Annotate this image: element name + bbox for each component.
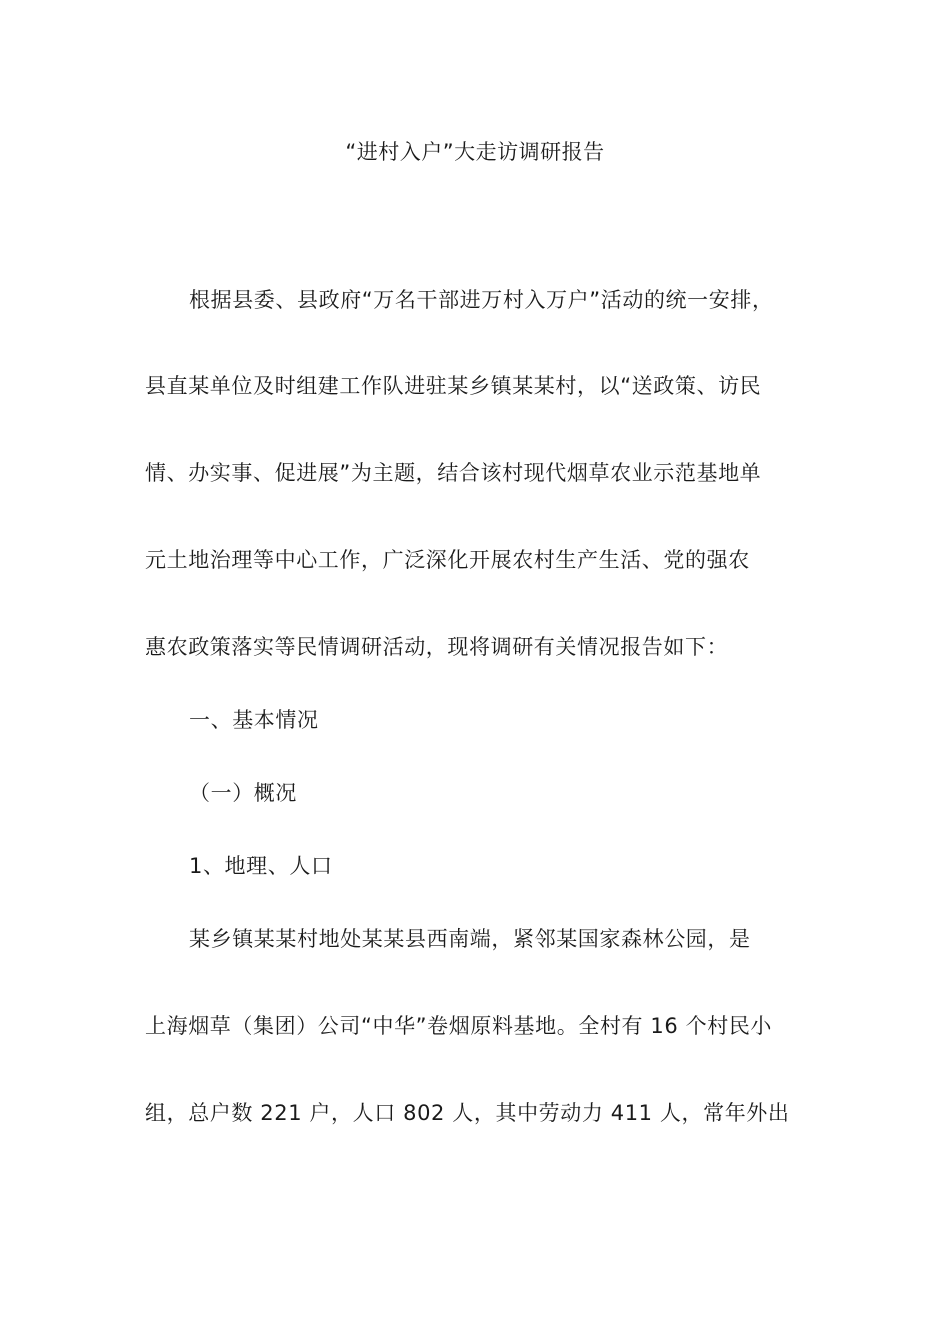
body-line-1: 某乡镇某某村地处某某县西南端，紧邻某国家森林公园，是 [189, 927, 751, 951]
intro-line-1: 根据县委、县政府“万名干部进万村入万户”活动的统一安排， [189, 288, 774, 312]
intro-line-5: 惠农政策落实等民情调研活动，现将调研有关情况报告如下： [145, 635, 729, 659]
subsection-heading: （一）概况 [189, 781, 297, 805]
section-heading: 一、基本情况 [189, 708, 319, 732]
item-heading: 1、地理、人口 [189, 854, 333, 878]
body-line-2: 上海烟草（集团）公司“中华”卷烟原料基地。全村有 16 个村民小 [145, 1014, 773, 1038]
intro-line-4: 元土地治理等中心工作，广泛深化开展农村生产生活、党的强农 [145, 548, 750, 572]
intro-line-2: 县直某单位及时组建工作队进驻某乡镇某某村，以“送政策、访民 [145, 374, 762, 398]
body-line-3: 组，总户数 221 户，人口 802 人，其中劳动力 411 人，常年外出 [145, 1101, 790, 1125]
intro-line-3: 情、办实事、促进展”为主题，结合该村现代烟草农业示范基地单 [145, 461, 762, 485]
document-title: “进村入户”大走访调研报告 [345, 140, 605, 164]
